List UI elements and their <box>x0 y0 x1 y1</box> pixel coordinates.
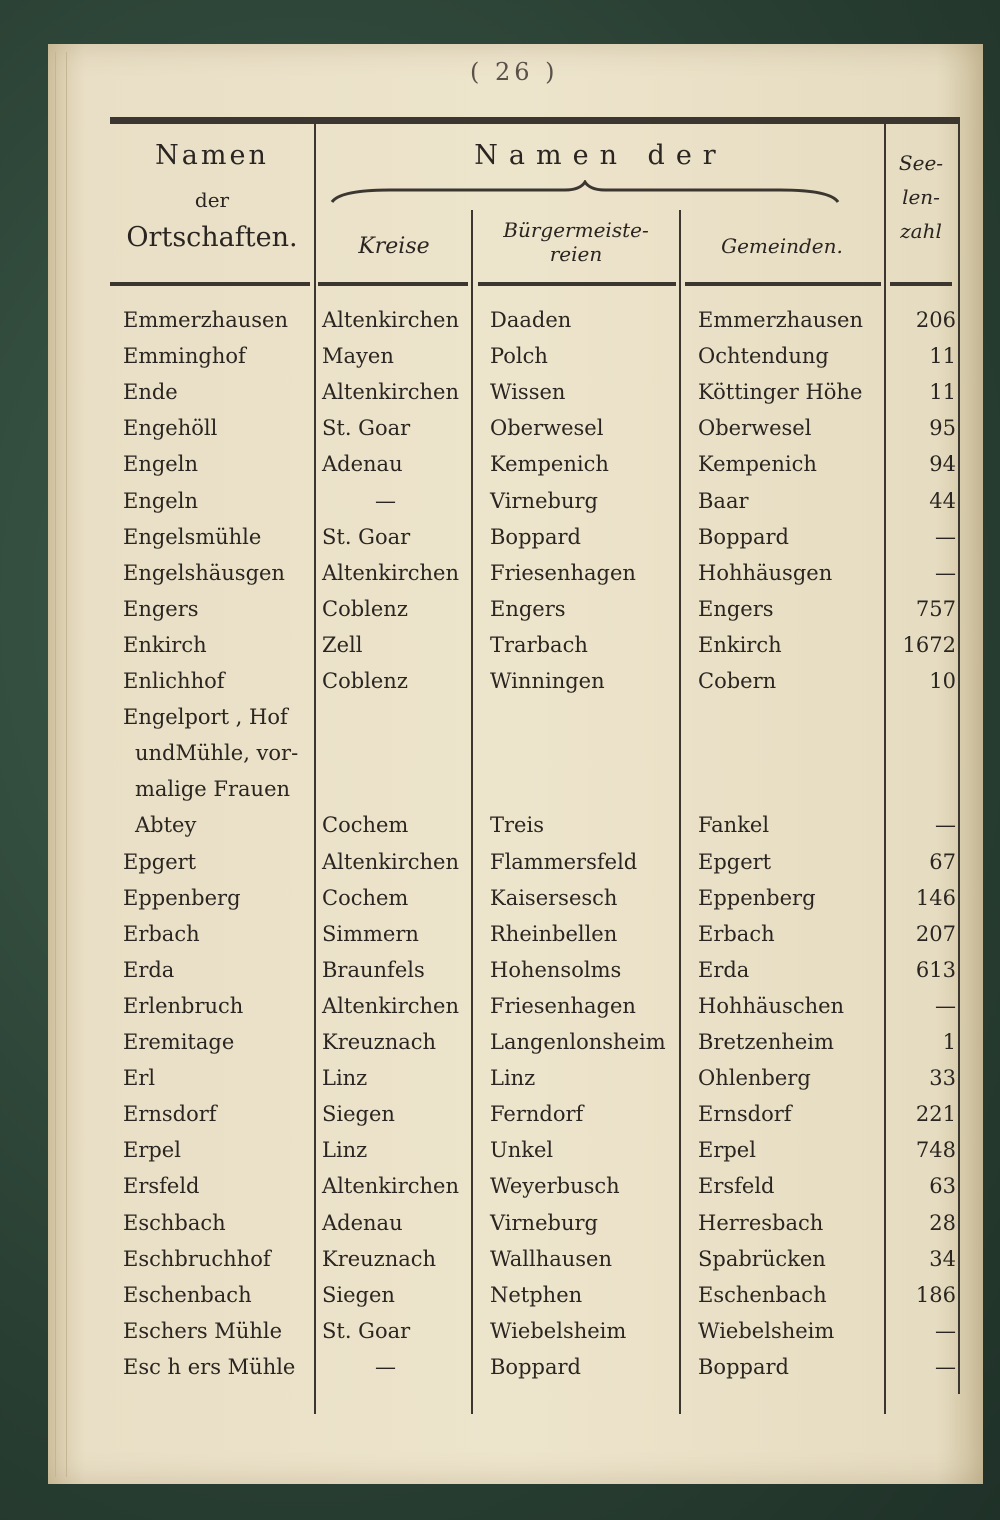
cell-kreis: Altenkirchen <box>322 561 459 585</box>
page-number: ( 26 ) <box>470 58 559 86</box>
cell-gemeinde: Spabrücken <box>698 1247 826 1271</box>
cell-seelenzahl: — <box>935 525 956 549</box>
cell-kreis: Siegen <box>322 1283 395 1307</box>
cell-gemeinde: Baar <box>698 489 749 513</box>
cell-kreis: Adenau <box>322 452 403 476</box>
cell-ortschaft: Engeln <box>123 489 198 513</box>
cell-ortschaft: Erpel <box>123 1138 181 1162</box>
cell-seelenzahl: 34 <box>929 1247 956 1271</box>
cell-kreis: Zell <box>322 633 363 657</box>
top-rule <box>110 117 960 124</box>
cell-buergermeisterei: Netphen <box>490 1283 583 1307</box>
cell-buergermeisterei: Virneburg <box>490 489 598 513</box>
cell-seelenzahl: 44 <box>929 489 956 513</box>
cell-seelenzahl: — <box>935 1319 956 1343</box>
column-divider-4 <box>884 124 886 1414</box>
cell-kreis: Altenkirchen <box>322 308 459 332</box>
cell-gemeinde: Erda <box>698 958 750 982</box>
cell-seelenzahl: 757 <box>915 597 956 621</box>
cell-seelenzahl: 613 <box>915 958 956 982</box>
cell-gemeinde: Ohlenberg <box>698 1066 811 1090</box>
header-buerger-line2: reien <box>549 242 603 266</box>
cell-buergermeisterei: Weyerbusch <box>490 1174 620 1198</box>
cell-kreis: Altenkirchen <box>322 850 459 874</box>
cell-buergermeisterei: Kempenich <box>490 452 609 476</box>
cell-buergermeisterei: Boppard <box>490 1355 581 1379</box>
cell-ortschaft: Eschbach <box>123 1211 226 1235</box>
cell-ortschaft: Eschenbach <box>123 1283 252 1307</box>
header-namen: Namen <box>155 140 269 171</box>
cell-kreis: Altenkirchen <box>322 994 459 1018</box>
cell-kreis: Kreuznach <box>322 1030 437 1054</box>
cell-ortschaft: Epgert <box>123 850 197 874</box>
header-seelen-line3: zahl <box>900 219 942 243</box>
cell-ortschaft: Eppenberg <box>123 886 241 910</box>
cell-buergermeisterei: Boppard <box>490 525 581 549</box>
cell-ortschaft: Esc h ers Mühle <box>123 1355 296 1379</box>
cell-gemeinde: Epgert <box>698 850 772 874</box>
header-ortschaften: Ortschaften. <box>126 222 298 253</box>
header-seelenzahl <box>887 146 955 248</box>
cell-seelenzahl: 11 <box>929 380 956 404</box>
cell-gemeinde: Oberwesel <box>698 416 812 440</box>
cell-gemeinde: Eppenberg <box>698 886 816 910</box>
cell-buergermeisterei: Hohensolms <box>490 958 622 982</box>
cell-seelenzahl: 10 <box>929 669 956 693</box>
cell-seelenzahl: — <box>935 994 956 1018</box>
cell-buergermeisterei: Polch <box>490 344 548 368</box>
cell-seelenzahl: — <box>935 561 956 585</box>
cell-seelenzahl: — <box>935 1355 956 1379</box>
cell-seelenzahl: 33 <box>929 1066 956 1090</box>
cell-seelenzahl: 11 <box>929 344 956 368</box>
cell-seelenzahl: 186 <box>915 1283 956 1307</box>
cell-buergermeisterei: Ferndorf <box>490 1102 584 1126</box>
cell-buergermeisterei: Unkel <box>490 1138 554 1162</box>
cell-seelenzahl: 207 <box>915 922 956 946</box>
cell-buergermeisterei: Linz <box>490 1066 536 1090</box>
cell-kreis: Simmern <box>322 922 419 946</box>
cell-buergermeisterei: Trarbach <box>490 633 588 657</box>
cell-buergermeisterei: Friesenhagen <box>490 561 636 585</box>
cell-buergermeisterei: Kaisersesch <box>490 886 618 910</box>
cell-ortschaft: Emmerzhausen <box>123 308 288 332</box>
cell-ortschaft: Erbach <box>123 922 200 946</box>
cell-kreis: Altenkirchen <box>322 380 459 404</box>
cell-kreis: St. Goar <box>322 1319 411 1343</box>
cell-ortschaft: Ernsdorf <box>123 1102 217 1126</box>
cell-seelenzahl: 94 <box>929 452 956 476</box>
cell-ortschaft: Eschbruchhof <box>123 1247 271 1271</box>
header-brace <box>330 180 840 210</box>
header-rule-seelen <box>890 282 952 286</box>
cell-kreis: Cochem <box>322 813 409 837</box>
cell-gemeinde: Hohhäusgen <box>698 561 833 585</box>
header-rule-gemeinden <box>685 282 881 286</box>
cell-buergermeisterei: Daaden <box>490 308 572 332</box>
column-divider-5 <box>958 124 960 1394</box>
cell-buergermeisterei: Wiebelsheim <box>490 1319 627 1343</box>
cell-kreis: Coblenz <box>322 597 408 621</box>
cell-gemeinde: Kempenich <box>698 452 817 476</box>
cell-ortschaft: Engeln <box>123 452 198 476</box>
column-divider-2 <box>471 210 473 1414</box>
cell-ortschaft: Ende <box>123 380 178 404</box>
cell-seelenzahl: 206 <box>915 308 956 332</box>
cell-buergermeisterei: Flammersfeld <box>490 850 638 874</box>
cell-ortschaft: Ersfeld <box>123 1174 200 1198</box>
cell-buergermeisterei: Wallhausen <box>490 1247 613 1271</box>
header-rule-kreise <box>318 282 468 286</box>
cell-ortschaft: Eschers Mühle <box>123 1319 283 1343</box>
header-gemeinden: Gemeinden. <box>721 234 843 258</box>
cell-gemeinde: Erpel <box>698 1138 756 1162</box>
cell-kreis: St. Goar <box>322 416 411 440</box>
cell-seelenzahl: 28 <box>929 1211 956 1235</box>
cell-kreis: Linz <box>322 1138 368 1162</box>
cell-kreis: Cochem <box>322 886 409 910</box>
cell-kreis: Braunfels <box>322 958 425 982</box>
cell-gemeinde: Eschenbach <box>698 1283 827 1307</box>
cell-buergermeisterei: Treis <box>490 813 544 837</box>
cell-buergermeisterei: Virneburg <box>490 1211 598 1235</box>
cell-gemeinde: Bretzenheim <box>698 1030 834 1054</box>
cell-ortschaft: Erl <box>123 1066 156 1090</box>
cell-seelenzahl: — <box>935 813 956 837</box>
cell-gemeinde: Cobern <box>698 669 777 693</box>
cell-seelenzahl: 63 <box>929 1174 956 1198</box>
cell-buergermeisterei: Oberwesel <box>490 416 604 440</box>
cell-seelenzahl: 1 <box>942 1030 956 1054</box>
cell-kreis: — <box>375 1355 396 1379</box>
cell-gemeinde: Fankel <box>698 813 770 837</box>
cell-gemeinde: Erbach <box>698 922 775 946</box>
cell-buergermeisterei: Winningen <box>490 669 605 693</box>
cell-gemeinde: Wiebelsheim <box>698 1319 835 1343</box>
cell-kreis: Adenau <box>322 1211 403 1235</box>
cell-buergermeisterei: Friesenhagen <box>490 994 636 1018</box>
cell-buergermeisterei: Wissen <box>490 380 566 404</box>
cell-kreis: Kreuznach <box>322 1247 437 1271</box>
cell-buergermeisterei: Engers <box>490 597 566 621</box>
cell-gemeinde: Emmerzhausen <box>698 308 863 332</box>
header-seelen-line2: len- <box>902 185 940 209</box>
header-seelen-line1: See- <box>898 151 944 175</box>
column-divider-3 <box>679 210 681 1414</box>
cell-kreis: Mayen <box>322 344 394 368</box>
cell-kreis: St. Goar <box>322 525 411 549</box>
header-rule-buerger <box>478 282 676 286</box>
cell-gemeinde: Enkirch <box>698 633 782 657</box>
cell-ortschaft: Erda <box>123 958 175 982</box>
cell-ortschaft: Eremitage <box>123 1030 235 1054</box>
cell-kreis: Linz <box>322 1066 368 1090</box>
header-namen-der: Namen der <box>474 140 727 171</box>
cell-ortschaft: Engehöll <box>123 416 218 440</box>
cell-ortschaft: Enlichhof <box>123 669 225 693</box>
cell-seelenzahl: 95 <box>929 416 956 440</box>
cell-gemeinde: Köttinger Höhe <box>698 380 863 404</box>
cell-ortschaft: Engers <box>123 597 199 621</box>
cell-ortschaft: Erlenbruch <box>123 994 244 1018</box>
cell-ortschaft: Engelsmühle <box>123 525 262 549</box>
header-rule-col1 <box>110 282 310 286</box>
cell-seelenzahl: 221 <box>915 1102 956 1126</box>
cell-gemeinde: Ersfeld <box>698 1174 775 1198</box>
cell-kreis: Siegen <box>322 1102 395 1126</box>
cell-ortschaft: malige Frauen <box>135 777 291 801</box>
cell-gemeinde: Engers <box>698 597 774 621</box>
header-buergermeistereien <box>476 218 676 266</box>
cell-gemeinde: Ernsdorf <box>698 1102 792 1126</box>
cell-ortschaft: undMühle, vor- <box>135 741 299 765</box>
cell-ortschaft: Emminghof <box>123 344 246 368</box>
cell-seelenzahl: 1672 <box>902 633 956 657</box>
cell-gemeinde: Ochtendung <box>698 344 829 368</box>
cell-gemeinde: Boppard <box>698 525 789 549</box>
cell-kreis: Coblenz <box>322 669 408 693</box>
header-buerger-line1: Bürgermeiste- <box>503 218 649 242</box>
cell-kreis: Altenkirchen <box>322 1174 459 1198</box>
cell-gemeinde: Herresbach <box>698 1211 824 1235</box>
cell-gemeinde: Hohhäuschen <box>698 994 845 1018</box>
cell-gemeinde: Boppard <box>698 1355 789 1379</box>
header-der: der <box>194 188 230 212</box>
column-divider-1 <box>314 124 316 1414</box>
cell-ortschaft: Abtey <box>135 813 197 837</box>
cell-kreis: — <box>375 489 396 513</box>
header-kreise: Kreise <box>358 234 430 259</box>
cell-seelenzahl: 146 <box>915 886 956 910</box>
cell-seelenzahl: 67 <box>929 850 956 874</box>
cell-ortschaft: Enkirch <box>123 633 207 657</box>
cell-seelenzahl: 748 <box>915 1138 956 1162</box>
cell-ortschaft: Engelshäusgen <box>123 561 285 585</box>
cell-ortschaft: Engelport , Hof <box>123 705 288 729</box>
page-edge <box>55 52 67 1477</box>
cell-buergermeisterei: Langenlonsheim <box>490 1030 666 1054</box>
cell-buergermeisterei: Rheinbellen <box>490 922 618 946</box>
